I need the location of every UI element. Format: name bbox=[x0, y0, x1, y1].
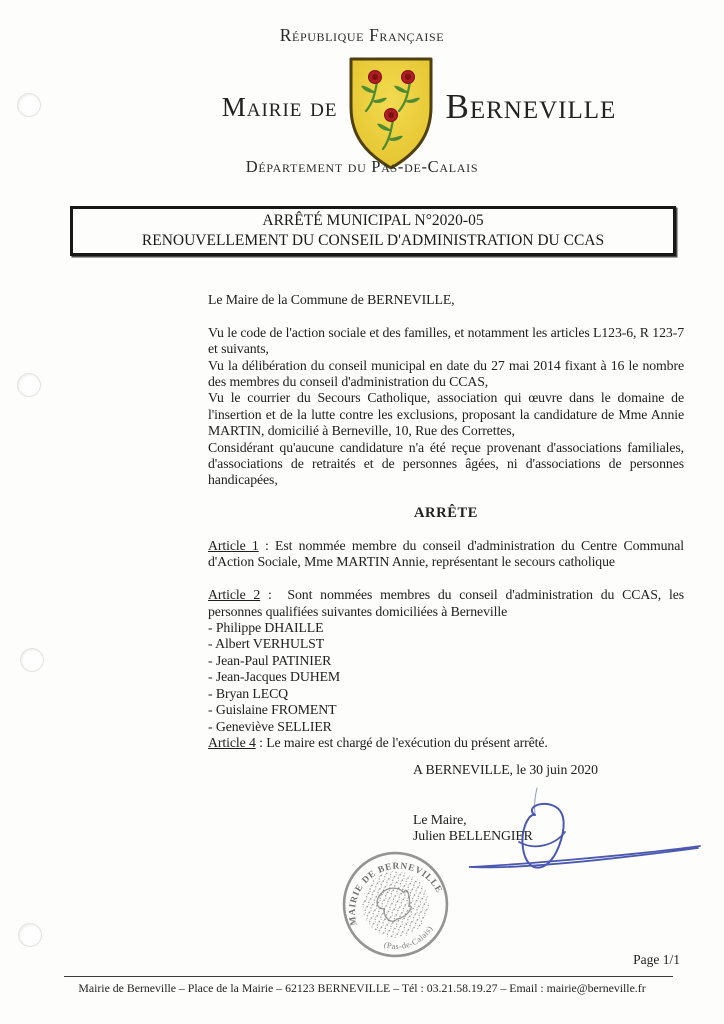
decree-subject: RENOUVELLEMENT DU CONSEIL D'ADMINISTRATION DU CCAS bbox=[141, 231, 605, 249]
recital: Vu la délibération du conseil municipal en date du 27 mai 2014 fixant à 16 le nombre des membres du conseil d'administration du CCAS, bbox=[208, 357, 684, 390]
member-item: - Geneviève SELLIER bbox=[208, 718, 332, 734]
article-4-label: Article 4 bbox=[208, 734, 256, 750]
recital: Vu le courrier du Secours Catholique, association qui œuvre dans le domaine de l'insertion et de la lutte contre les exclusions, proposant la candidature de Mme Annie MARTIN, domicilié à Berneville, 10, Rue des Correttes, bbox=[208, 390, 684, 439]
article-4-text: Le maire est chargé de l'exécution du présent arrêté. bbox=[266, 734, 548, 750]
mairie-de-label: Mairie de bbox=[221, 91, 338, 122]
hole-punch bbox=[17, 93, 41, 117]
stamp-top-text: MAIRIE DE BERNEVILLE bbox=[347, 861, 444, 927]
footer-contact-line: Mairie de Berneville – Place de la Mairie – 62123 BERNEVILLE – Tél : 03.21.58.19.27 – Email : mairie@berneville.fr bbox=[78, 981, 646, 995]
article-4 bbox=[208, 735, 684, 751]
member-item: - Bryan LECQ bbox=[208, 685, 289, 701]
article-1 bbox=[208, 538, 688, 571]
commune-name: Berneville bbox=[445, 87, 617, 126]
official-stamp bbox=[337, 846, 454, 963]
coat-of-arms-icon bbox=[345, 55, 437, 173]
article-1-text: Est nommée membre du conseil d'administration du Centre Communal d'Action Sociale, Mme MARTIN Annie, représentant le secours catholique bbox=[208, 538, 688, 570]
article-separator: : bbox=[258, 538, 276, 554]
recital: Considérant qu'aucune candidature n'a été reçue provenant d'associations familiales, d'associations de retraités et de personnes âgées, ni d'associations de personnes handicapées, bbox=[208, 439, 684, 488]
article-2-text: Sont nommées membres du conseil d'administration du CCAS, les personnes qualifiées suivantes domiciliées à Berneville bbox=[208, 587, 688, 619]
hole-punch bbox=[17, 373, 41, 397]
signatory-name: Julien BELLENGIER bbox=[413, 828, 533, 844]
footer-divider bbox=[64, 976, 673, 977]
page-indicator: Page 1/1 bbox=[633, 952, 680, 967]
article-separator: : bbox=[260, 587, 288, 603]
article-1-label: Article 1 bbox=[208, 538, 259, 554]
letterhead-row bbox=[57, 55, 724, 173]
recital: Vu le code de l'action sociale et des familles, et notamment les articles L123-6, R 123-7 et suivants, bbox=[208, 324, 684, 357]
intro-line: Le Maire de la Commune de BERNEVILLE, bbox=[208, 292, 455, 307]
document-body bbox=[208, 292, 688, 845]
mayor-signature bbox=[455, 780, 705, 885]
hole-punch bbox=[20, 648, 44, 672]
article-2 bbox=[208, 587, 688, 620]
member-item: - Albert VERHULST bbox=[208, 636, 325, 652]
article-2-label: Article 2 bbox=[208, 587, 261, 603]
place-date-line: A BERNEVILLE, le 30 juin 2020 bbox=[413, 762, 598, 778]
decree-heading: ARRÊTE bbox=[413, 505, 479, 522]
decree-number: ARRÊTÉ MUNICIPAL N°2020-05 bbox=[262, 212, 484, 229]
hole-punch bbox=[18, 923, 42, 947]
member-item: - Jean-Jacques DUHEM bbox=[208, 669, 341, 685]
republic-heading: République Française bbox=[279, 25, 445, 45]
member-item: - Jean-Paul PATINIER bbox=[208, 652, 332, 668]
member-item: - Guislaine FROMENT bbox=[208, 702, 337, 718]
article-separator: : bbox=[255, 734, 267, 750]
member-item: - Philippe DHAILLE bbox=[208, 620, 324, 636]
stamp-bottom-text: (Pas-de-Calais) bbox=[382, 924, 435, 952]
signatory-title: Le Maire, bbox=[413, 811, 467, 827]
department-heading: Département du Pas-de-Calais bbox=[245, 157, 479, 176]
decree-title-box bbox=[70, 206, 676, 256]
